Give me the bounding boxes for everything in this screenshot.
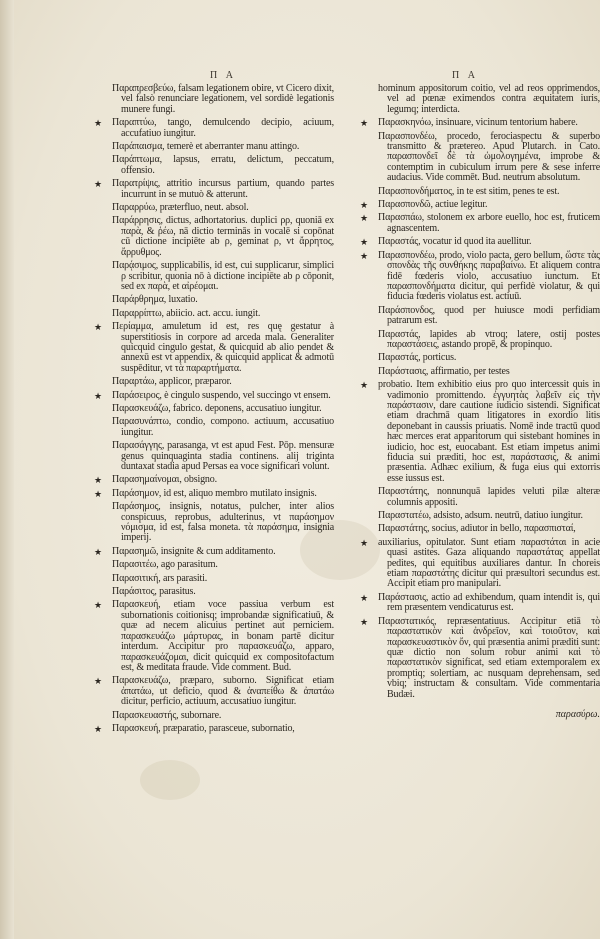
entry-text: Παραρρύω, præterfluo, neut. absol. — [112, 202, 249, 214]
dictionary-entry — [94, 487, 334, 499]
entry-text: Παράρρησις, dictus, adhortatorius. duplici ρρ, quoniā ex παρὰ, & ῥέω, nā dictio terminās in vocalē si copōnat cū dictione incipiēte ab ρ, geminat ρ, vt ἄρρητος, ἄρρυθμος. — [112, 215, 334, 258]
dictionary-entry — [360, 591, 600, 614]
asterisk-marker-icon: ★ — [94, 322, 103, 333]
entry-text: Παραστάς, porticus. — [378, 352, 457, 364]
entry-text: Παρασπονδήματος, in te est sitim, penes te est. — [378, 185, 560, 197]
entry-text: Παρασκευή, etiam voce passiua verbum est subornationis coitionisq; improbandæ significatiuū, & quæ ad necem alicuius pertinet aut perniciem. παρασκευάζω μάρτυρας, in bonam partē dicitur interdum. Accipitur pro παρασκευάζω, apparo, παρασκευάζομαι, dicit quicquid ex compositofactum est, & meditata fraude. Vide comment. Bud. — [112, 599, 334, 673]
entry-text: Παράρθρημα, luxatio. — [112, 294, 198, 306]
dictionary-entry — [94, 675, 334, 708]
dictionary-entry — [360, 249, 600, 303]
dictionary-entry — [94, 722, 334, 734]
asterisk-marker-icon: ★ — [360, 616, 369, 627]
dictionary-entry — [94, 117, 334, 139]
entry-text: Παραρτάω, applicor, præparor. — [112, 376, 232, 388]
entry-text: Παράσημον, id est, aliquo membro mutilato insignis. — [112, 487, 317, 499]
asterisk-marker-icon: ★ — [94, 179, 103, 190]
entry-text: auxiliarius, opitulator. Sunt etiam παραστάται in acie quasi astites. Gaza aliquando παραστάτας appellat pedites, qui equitibus auxiliares dantur. In choreis etiam παραστάτης dicitur qui præsultori secundus est. Accipit etiam pro manipulari. — [378, 536, 600, 590]
dictionary-entry — [98, 216, 334, 258]
dictionary-entry — [364, 84, 600, 115]
asterisk-marker-icon: ★ — [94, 600, 103, 611]
asterisk-marker-icon: ★ — [94, 390, 103, 401]
entry-text: Παραστάτης, socius, adiutor in bello, παρασπισταί, — [378, 523, 576, 535]
entry-text: Παραστάς, lapides ab vtroq; latere, ostij postes παραστάσεις, astando propē, & propinquo. — [378, 328, 600, 350]
dictionary-entry — [364, 330, 600, 351]
dictionary-entry — [94, 545, 334, 557]
entry-text: Παρασκευαστής, subornare. — [112, 709, 222, 721]
dictionary-entry — [98, 203, 334, 213]
asterisk-marker-icon: ★ — [360, 200, 369, 211]
dictionary-entry — [360, 117, 600, 129]
left-column — [94, 83, 334, 737]
dictionary-entry — [364, 306, 600, 327]
asterisk-marker-icon: ★ — [360, 237, 369, 248]
dictionary-entry — [364, 511, 600, 521]
running-head-right: Π A — [452, 70, 478, 81]
dictionary-entry — [94, 321, 334, 374]
dictionary-entry — [364, 487, 600, 508]
entry-text: Παρασκευή, præparatio, parasceue, subornatio, — [112, 722, 295, 734]
entry-text: Παράστασις, actio ad exhibendum, quam intendit is, qui rem præsentem vendicaturus est. — [378, 591, 600, 614]
dictionary-entry — [98, 261, 334, 292]
entry-text: Παρασυνάπτω, condio, compono. actiuum, accusatiuo iungitur. — [112, 416, 334, 438]
catchword: παρασύρω. — [555, 708, 600, 720]
entry-text: Παρασάγγης, parasanga, vt est apud Fest. Pōp. mensuræ genus quinquaginta stadia continens. alij triginta duntaxat stadia apud Persas ea voce significari volunt. — [112, 440, 334, 472]
entry-text: Παρασπονδέω, prodo, violo pacta, gero bellum, ὥστε τὰς σπονδὰς τῆς συνθήκης παραβαίνω. Et aliquem contra fidē fœderis violo, accusatiuo iunctum. Et παρασπονδήματα dicitur, qui perfidè violatur, & qui fiducia fœderis violatus est. actiuū. — [378, 249, 600, 303]
entry-text: Παραπτύω, tango, demulcendo decipio, aciuum, accufatiuo iungitur. — [112, 117, 334, 139]
dictionary-entry — [98, 84, 334, 115]
right-column — [360, 83, 600, 720]
asterisk-marker-icon: ★ — [360, 118, 369, 129]
entry-text: Παραρρίπτω, abiicio. act. accu. iungit. — [112, 307, 261, 319]
dictionary-entry — [364, 132, 600, 184]
dictionary-entry — [98, 587, 334, 597]
dictionary-entry — [94, 389, 334, 401]
dictionary-entry — [364, 367, 600, 377]
entry-text: Παράπτωμα, lapsus, erratu, delictum, peccatum, offensio. — [112, 154, 334, 176]
running-head-left: Π A — [210, 70, 236, 81]
entry-text: Παράσπονδος, quod per huiusce modi perfidiam patrarum est. — [378, 304, 600, 327]
dictionary-entry — [98, 441, 334, 472]
asterisk-marker-icon: ★ — [94, 488, 103, 499]
dictionary-entry — [360, 212, 600, 234]
dictionary-entry — [94, 178, 334, 200]
page-gutter — [0, 0, 14, 939]
entry-text: Παρασκευάζω, præparo, suborno. Significat etiam ἀπατάω, ut deficio, quod & ἀναπείθω & ἀπατάω dicitur, perficio, actiuum, accusatiuo iungitur. — [112, 675, 334, 708]
asterisk-marker-icon: ★ — [94, 723, 103, 734]
asterisk-marker-icon: ★ — [94, 676, 103, 687]
dictionary-entry — [360, 615, 600, 700]
entry-text: Παραστάς, vocatur id quod ita auellitur. — [378, 236, 532, 248]
dictionary-entry — [98, 417, 334, 438]
entry-text: Παρασπονδῶ, actiue legitur. — [378, 199, 488, 211]
asterisk-marker-icon: ★ — [94, 118, 103, 129]
dictionary-entry — [98, 404, 334, 414]
entry-text: Παρασπονδέω, procedo, ferociaspectu & superbo transmitto & prætereo. Apud Plutarch. in Cato. παρασπονδεῖ δὲ τὰ ὡμολογημένα, improbe & contemptim in cubiculum irrum pere & sese inferre audacius. Vide commēt. Bud. neutrum absolutum. — [378, 130, 600, 184]
paper-stain — [140, 760, 200, 800]
entry-text: probatio. Item exhibitio eius pro quo intercessit quis in vadimonio promittendo. ἐγγυητὰς λαβεῖν εἰς τὴν παράστασιν, dare cautione iudicio sistendi. Significat etiam drachmā quam litigatores in exordio litis deponebant in caussis priuatis. Nomē inde tractū quod hæc merces erat apparitorum qui sistebant homines in iudicio, hoc est, euocabant. Est etiam impetus animi fiducia sui præditi, hoc est, παράστασις, & animi præsentia. Adhæc exilium, & fuga eius qui extorris esse iussus est. — [378, 379, 600, 484]
dictionary-entry — [364, 187, 600, 197]
asterisk-marker-icon: ★ — [360, 213, 369, 224]
dictionary-entry — [98, 711, 334, 721]
asterisk-marker-icon: ★ — [94, 475, 103, 486]
entry-text: Παρασκευάζω, fabrico. deponens, accusatiuo iungitur. — [112, 402, 322, 414]
entry-text: Παρατρίψις, attritio incursus partium, quando partes incurrunt in se mutuò & atterunt. — [112, 178, 334, 200]
dictionary-entry — [94, 599, 334, 673]
dictionary-entry — [98, 560, 334, 570]
asterisk-marker-icon: ★ — [360, 537, 369, 548]
entry-text: Παρᾴσιμος, supplicabilis, id est, cui supplicarur, simplici ρ scribitur, quonia nō à dictione incipiēte ab ρ cōponit, sed ex παρὰ, et αἰρέομαι. — [112, 260, 334, 292]
dictionary-entry — [94, 474, 334, 486]
entry-text: Παράπαισμα, temerè et aberranter manu attingo. — [112, 141, 300, 153]
dictionary-entry — [364, 353, 600, 363]
entry-text: Παρασημαίνομαι, obsigno. — [112, 474, 217, 486]
entry-text: hominum appositorum coitio, vel ad reos opprimendos, vel ad pœnæ eximendos contra æquitatem iuris, legumq; interdicta. — [378, 83, 600, 115]
dictionary-entry — [360, 199, 600, 211]
entry-text: Παραστάτης, nonnunquā lapides veluti pilæ alteræ columnis appositi. — [378, 486, 600, 508]
entry-text: Παραπρεσβεύω, falsam legationem obire, vt Cicero dixit, vel falsò renunciare legationem, vel sordidè legationis munere fungi. — [112, 83, 334, 115]
dictionary-entry — [360, 379, 600, 484]
entry-text: Παράσημος, insignis, notatus, pulcher, inter alios conspicuus, reprobus, adulterinus, vt παράσημον νόμισμα, id est, falsa moneta. τὰ παράσημα, insignia imperij. — [112, 501, 334, 544]
dictionary-entry — [98, 502, 334, 544]
dictionary-entry — [360, 536, 600, 590]
dictionary-entry — [98, 142, 334, 152]
dictionary-entry — [98, 309, 334, 319]
entry-text: Παρασπάω, stolonem ex arbore euello, hoc est, fruticem agnascentem. — [378, 212, 600, 234]
asterisk-marker-icon: ★ — [94, 546, 103, 557]
dictionary-entry — [98, 295, 334, 305]
entry-text: Παράστασις, affirmatio, per testes — [378, 365, 510, 377]
dictionary-entry — [98, 574, 334, 584]
dictionary-entry — [364, 524, 600, 534]
dictionary-entry — [98, 377, 334, 387]
entry-text: Περίαμμα, amuletum id est, res quę gestatur à superstitiosis in corpore ad arceda mala. Generaliter quicquid cingulo gestat, & quicquid ab alio pendet & annexū est vt appendix, & quicquid applicat & admotū suspēditur, vt τὰ παραρτήματα. — [112, 321, 334, 374]
dictionary-entry — [360, 236, 600, 248]
entry-text: Παρασιτική, ars parasiti. — [112, 572, 208, 584]
entry-text: Παραστατέω, adsisto, adsum. neutrū, datiuo iungitur. — [378, 510, 583, 522]
dictionary-entry — [98, 155, 334, 176]
asterisk-marker-icon: ★ — [360, 592, 369, 603]
entry-text: Παραστατικός, repræsentatiuus. Accipitur etiā τὸ παραστατικὸν καὶ ἀνδρεῖον, καὶ τοιοῦτον, καὶ παρασκευαστικὸν ὄν, qui præsentia animi præditi sunt: quæ dictio non solum robur animi καὶ τὸ παραστατικὸν significat, sed etiam extemporalem ex promptiq; solertiam, ac nusquam deprehensam, sed vbiq; instructam & consultam. Vide commentaria Budæi. — [378, 615, 600, 700]
asterisk-marker-icon: ★ — [360, 250, 369, 261]
entry-text: Παρασκηνόω, insinuare, vicinum tentorium habere. — [378, 117, 578, 129]
entry-text: Παράσειρος, è cingulo suspendo, vel succingo vt ensem. — [112, 389, 331, 401]
entry-text: Παράσιτος, parasitus. — [112, 586, 196, 598]
entry-text: Παρασιτέω, ago parasitum. — [112, 559, 218, 571]
entry-text: Παρασημῶ, insignite & cum additamento. — [112, 545, 276, 557]
asterisk-marker-icon: ★ — [360, 380, 369, 391]
